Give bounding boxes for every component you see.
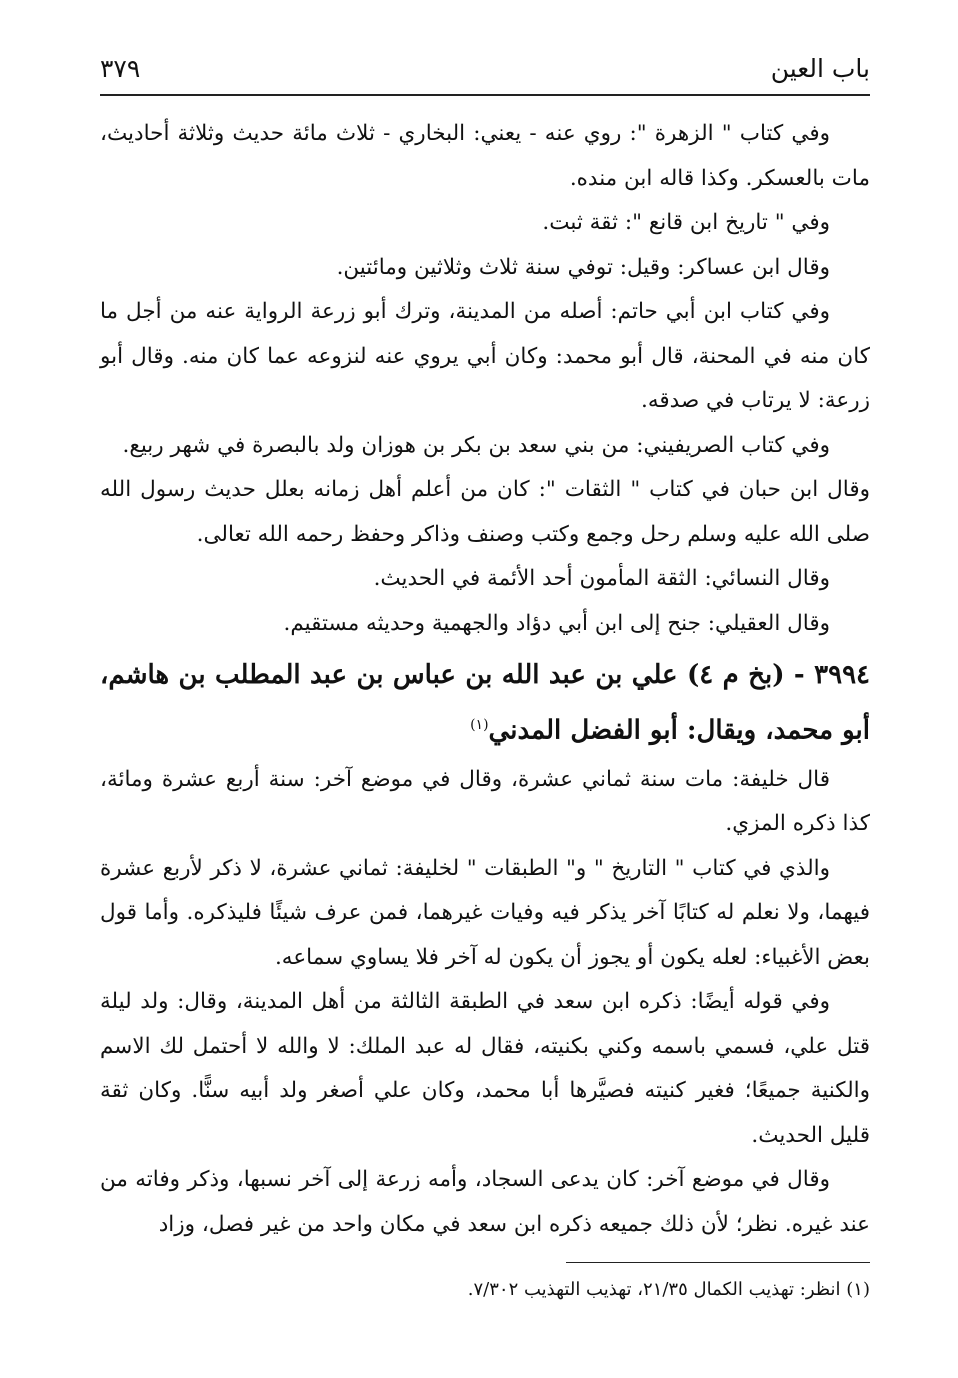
chapter-title: باب العين [770, 54, 870, 83]
page-header [100, 50, 870, 96]
paragraph: والذي في كتاب " التاريخ " و" الطبقات " لخليفة: ثماني عشرة، لا ذكر لأربع عشرة فيهما، ولا نعلم له كتابًا آخر يذكر فيه وفيات غيرهما، فمن عرف شيئًا فليذكره. وأما قول بعض الأغبياء: لعله يكون أو يجوز أن يكون له آخر فلا يساوي سماعه. [100, 855, 870, 970]
paragraph: وقال ابن عساكر: وقيل: توفي سنة ثلاث وثلاثين ومائتين. [336, 254, 830, 280]
footnote-divider [566, 1262, 870, 1263]
paragraph: قال خليفة: مات سنة ثماني عشرة، وقال في موضع آخر: سنة أربع عشرة ومائة، كذا ذكره المزي. [100, 766, 870, 837]
paragraph: وفي كتاب " الزهرة ": روي عنه - يعني: البخاري - ثلاث مائة حديث وثلاثة أحاديث، مات بالعسكر. وكذا قاله ابن منده. [100, 121, 870, 191]
paragraph: وقال النسائي: الثقة المأمون أحد الأئمة في الحديث. [373, 566, 830, 591]
footnote-reference[interactable]: (١) [470, 717, 489, 733]
paragraph: وقال ابن حبان في كتاب " الثقات ": كان من أعلم أهل زمانه بعلل حديث رسول الله صلى الله عليه وسلم رحل وجمع وكتب وصنف وذاكر وحفظ رحمه الله تعالى. [100, 477, 870, 547]
page-body [100, 112, 870, 1247]
paragraph: وفي " تاريخ ابن قانع ": ثقة ثبت. [542, 210, 830, 235]
footnote: (١) انظر: تهذيب الكمال ٢١/٣٥، تهذيب التهذيب ٧/٣٠٢. [467, 1279, 870, 1300]
paragraph: وقال في موضع آخر: كان يدعى السجاد، وأمه زرعة إلى آخر نسبها، وذكر وفاته من عند غيره. نظر؛ لأن ذلك جميعه ذكره ابن سعد في مكان واحد من غير فصل، وزاد [100, 1167, 870, 1237]
paragraph: وفي كتاب الصريفيني: من بني سعد بن بكر بن هوزان ولد بالبصرة في شهر ربيع. [122, 432, 830, 458]
paragraph: وفي كتاب ابن أبي حاتم: أصله من المدينة، وترك أبو زرعة الرواية عنه من أجل ما كان منه في المحنة، قال أبو محمد: وكان أبي يروي عنه لنزوعه عما كان منه. وقال أبو زرعة: لا يرتاب في صدقه. [100, 299, 870, 413]
biography-entry-heading [100, 650, 870, 756]
paragraph: وقال العقيلي: جنح إلى ابن أبي دؤاد والجهمية وحديثه مستقيم. [283, 610, 830, 636]
paragraph: وفي قوله أيضًا: ذكره ابن سعد في الطبقة الثالثة من أهل المدينة، وقال: ولد ليلة قتل علي، فسمي باسمه وكني بكنيته، فقال له عبد الملك: لا والله لا أحتمل لك الاسم والكنية جميعًا؛ فغير كنيته فصيَّرها أبا محمد، وكان علي أصغر ولد أبيه سنًّا. وكان ثقة قليل الحديث. [100, 989, 870, 1148]
entry-text: ٣٩٩٤ - (بخ م ٤) علي بن عبد الله بن عباس بن عبد المطلب بن هاشم، أبو محمد، ويقال: أبو الفضل المدني [100, 660, 870, 746]
page-number: ٣٧٩ [100, 54, 141, 83]
